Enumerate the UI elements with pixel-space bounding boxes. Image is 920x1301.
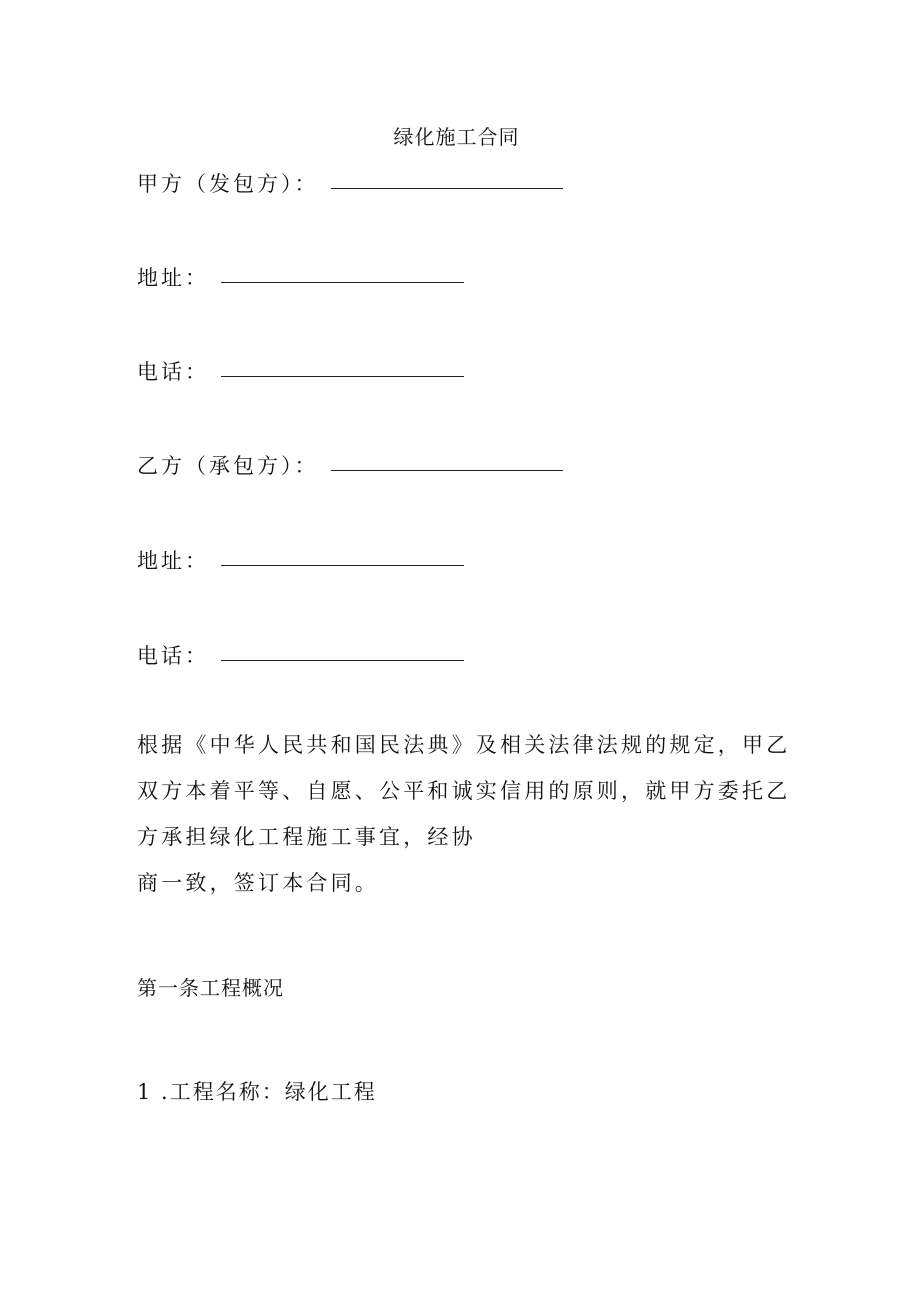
party-b-phone-label: 电话：	[137, 644, 209, 668]
party-a-phone-label: 电话：	[137, 360, 209, 384]
party-b-address-field	[137, 545, 464, 575]
preamble-line: 根据《中华人民共和国民法典》及相关法律法规的规定，甲乙	[137, 733, 791, 757]
party-b-blank	[331, 469, 563, 471]
preamble-line: 方承担绿化工程施工事宜，经协	[137, 825, 476, 849]
document-title: 绿化施工合同	[393, 125, 520, 149]
party-a-phone-field	[137, 356, 464, 386]
party-a-blank	[331, 187, 563, 189]
party-b-phone-blank	[221, 659, 464, 661]
party-b-label: 乙方（承包方）：	[137, 454, 319, 478]
party-b-address-label: 地址：	[137, 549, 209, 573]
party-a-label: 甲方（发包方）：	[137, 172, 319, 196]
party-a-address-blank	[221, 281, 464, 283]
party-b-address-blank	[221, 564, 464, 566]
party-a-address-label: 地址：	[137, 266, 209, 290]
article-1-item-1: 1 .工程名称：绿化工程	[137, 1080, 377, 1104]
preamble-paragraph	[137, 722, 791, 906]
preamble-line: 商一致，签订本合同。	[137, 871, 379, 895]
party-b-field	[137, 450, 563, 480]
article-1-heading: 第一条工程概况	[137, 976, 284, 1000]
party-a-address-field	[137, 262, 464, 292]
party-a-field	[137, 168, 563, 198]
preamble-line: 双方本着平等、自愿、公平和诚实信用的原则，就甲方委托乙	[137, 779, 791, 803]
party-b-phone-field	[137, 640, 464, 670]
party-a-phone-blank	[221, 375, 464, 377]
